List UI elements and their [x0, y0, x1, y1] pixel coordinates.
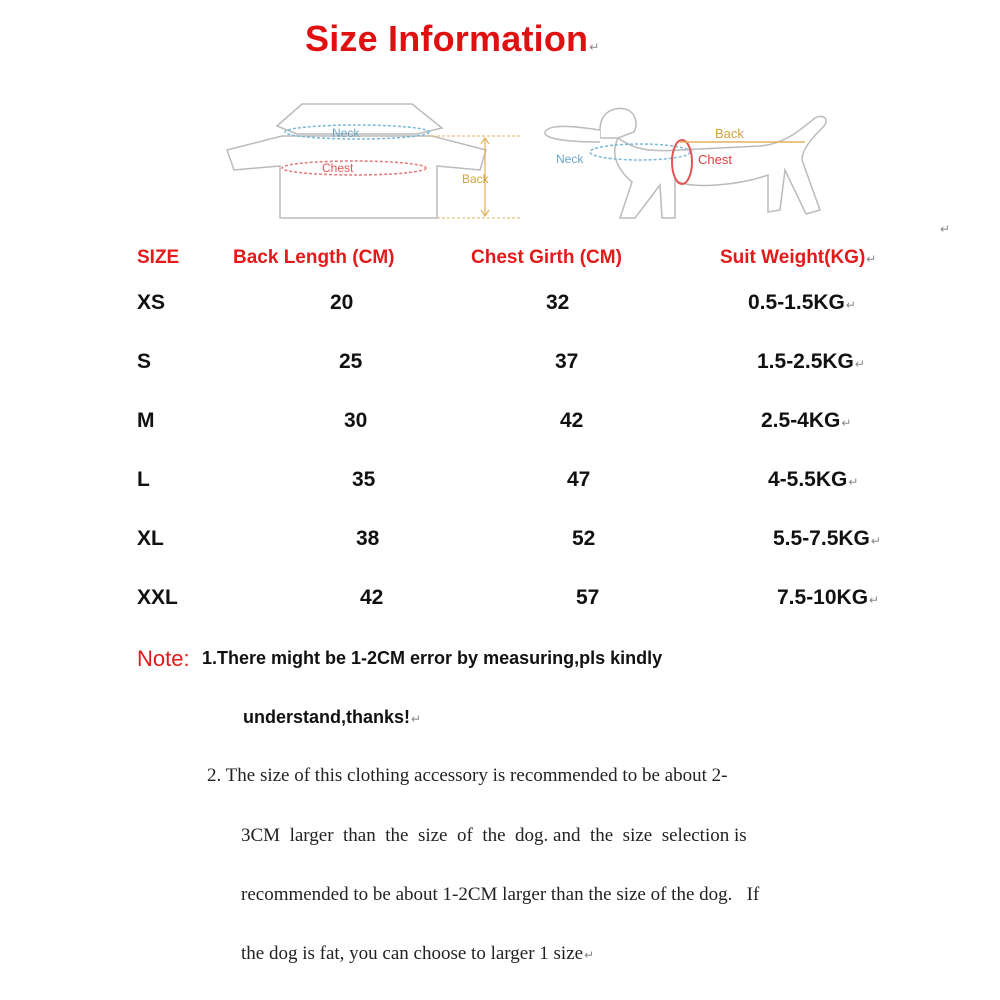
note-line-2d	[241, 943, 594, 965]
title-text: Size Information	[305, 18, 589, 59]
shirt-collar-shape	[277, 104, 442, 134]
row-m-chest: 42	[560, 409, 584, 432]
row-m-back: 30	[344, 409, 368, 432]
row-s-size: S	[137, 350, 152, 373]
page-title	[305, 18, 600, 60]
note-line-2b: 3CM larger than the size of the dog. and the size selection is	[241, 825, 747, 846]
return-mark: ↵	[854, 357, 865, 371]
row-xl-chest: 52	[572, 527, 596, 550]
note-line-1b	[243, 707, 421, 728]
row-xxl-back: 42	[360, 586, 384, 609]
row-s-chest: 37	[555, 350, 579, 373]
row-xl-back: 38	[356, 527, 380, 550]
return-mark: ↵	[869, 593, 880, 607]
row-l-chest: 47	[567, 468, 591, 491]
row-l-weight	[768, 468, 858, 492]
shirt-neck-label: Neck	[332, 126, 360, 140]
row-l-size: L	[137, 468, 150, 491]
note-line-2c: recommended to be about 1-2CM larger than the size of the dog. If	[241, 884, 760, 905]
dog-measurement-diagram	[540, 100, 840, 230]
row-xs-size: XS	[137, 291, 166, 314]
row-l-weight-text: 4-5.5KG	[768, 468, 848, 491]
row-s-weight	[757, 350, 865, 374]
note-label: Note:	[137, 646, 190, 671]
dog-head-shape	[600, 108, 636, 138]
shirt-body-shape	[227, 136, 486, 218]
row-s-weight-text: 1.5-2.5KG	[757, 350, 854, 373]
note-line-1b-text: understand,thanks!	[243, 707, 411, 727]
row-m-size: M	[137, 409, 155, 432]
return-mark: ↵	[841, 416, 852, 430]
dog-snout-shape	[545, 126, 600, 142]
return-mark: ↵	[870, 534, 881, 548]
row-l-back: 35	[352, 468, 376, 491]
header-suit-weight	[720, 247, 876, 269]
row-xl-weight	[773, 527, 881, 551]
row-xs-back: 20	[330, 291, 354, 314]
row-s-back: 25	[339, 350, 363, 373]
dog-neck-label: Neck	[556, 152, 584, 166]
return-mark: ↵	[845, 298, 856, 312]
row-xxl-size: XXL	[137, 586, 178, 609]
row-xxl-weight	[777, 586, 879, 610]
note-line-2a: 2. The size of this clothing accessory is recommended to be about 2-	[207, 765, 728, 786]
note-line-2d-text: the dog is fat, you can choose to larger 1 size	[241, 943, 584, 964]
note-line-1a: 1.There might be 1-2CM error by measuring,pls kindly	[202, 648, 663, 668]
header-back-length: Back Length (CM)	[233, 247, 395, 268]
dog-chest-label: Chest	[698, 152, 732, 167]
return-mark: ↵	[940, 222, 951, 236]
header-size: SIZE	[137, 247, 180, 268]
shirt-chest-label: Chest	[322, 161, 354, 175]
return-mark: ↵	[866, 252, 877, 266]
row-xs-weight	[748, 291, 856, 315]
header-chest-girth: Chest Girth (CM)	[471, 247, 622, 268]
row-xxl-chest: 57	[576, 586, 600, 609]
row-m-weight-text: 2.5-4KG	[761, 409, 841, 432]
header-suit-weight-text: Suit Weight(KG)	[720, 247, 866, 268]
row-xs-weight-text: 0.5-1.5KG	[748, 291, 845, 314]
row-m-weight	[761, 409, 851, 433]
shirt-back-label: Back	[462, 172, 489, 186]
shirt-measurement-diagram	[222, 98, 522, 228]
return-mark: ↵	[848, 475, 859, 489]
row-xl-weight-text: 5.5-7.5KG	[773, 527, 870, 550]
row-xl-size: XL	[137, 527, 164, 550]
return-mark: ↵	[589, 40, 600, 54]
dog-back-label: Back	[715, 126, 744, 141]
return-mark: ↵	[584, 948, 595, 962]
return-mark: ↵	[411, 712, 422, 726]
row-xs-chest: 32	[546, 291, 570, 314]
row-xxl-weight-text: 7.5-10KG	[777, 586, 869, 609]
